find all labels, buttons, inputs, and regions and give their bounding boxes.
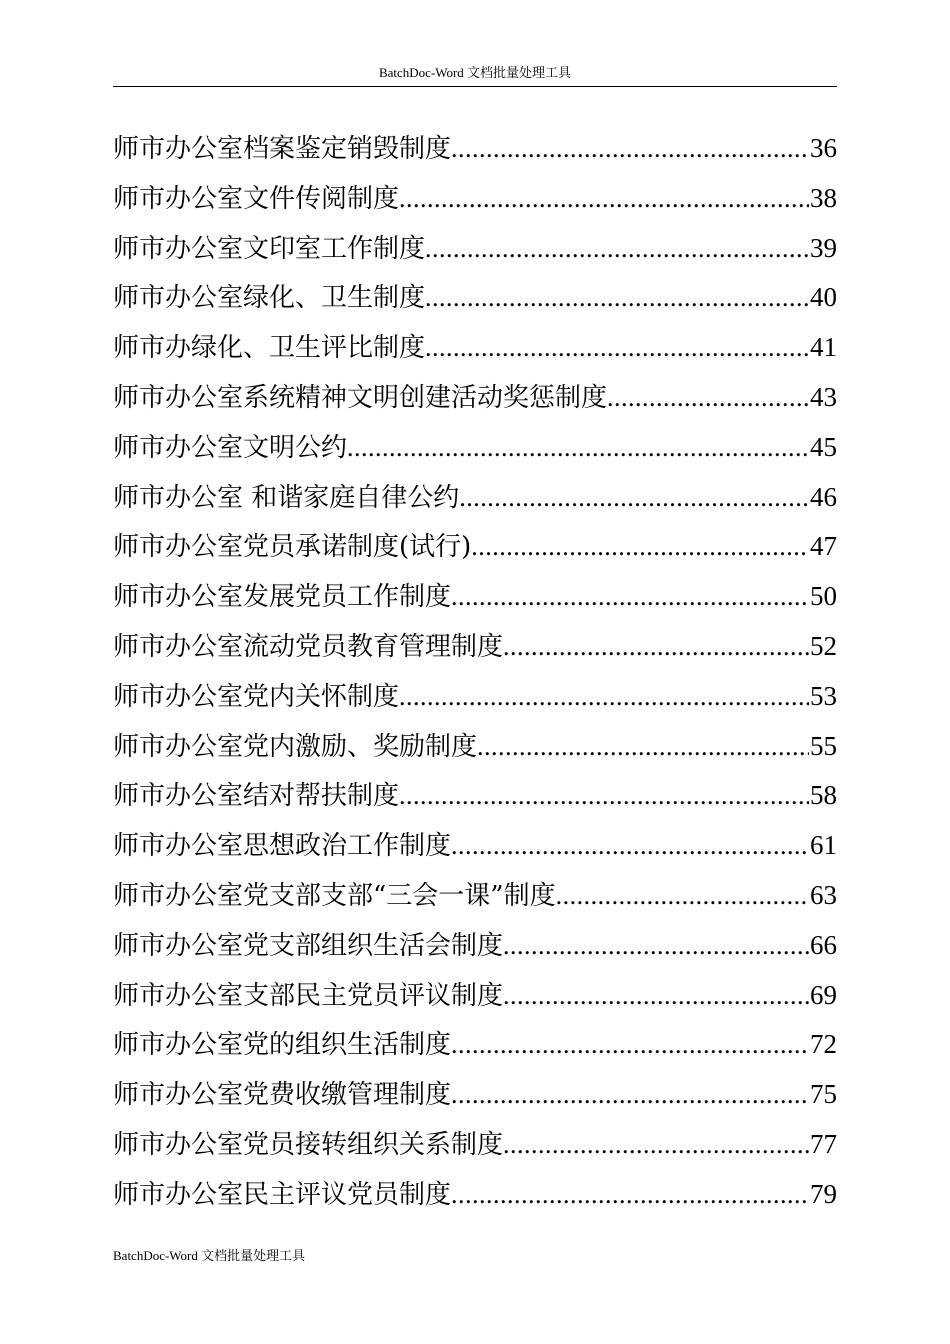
toc-entry[interactable] (113, 522, 837, 572)
toc-dot-leader (451, 1070, 809, 1120)
toc-entry[interactable] (113, 971, 837, 1021)
toc-entry-page: 69 (810, 979, 837, 1010)
toc-entry-title: 师市办公室民主评议党员制度 (113, 1179, 452, 1210)
toc-dot-leader (425, 273, 809, 323)
toc-entry[interactable] (113, 722, 837, 772)
toc-entry-page: 66 (810, 929, 837, 960)
toc-entry-page: 46 (810, 481, 837, 512)
toc-entry-title: 师市办公室党员承诺制度(试行) (113, 532, 472, 563)
toc-dot-leader (451, 124, 809, 174)
toc-entry-title: 师市办公室党支部支部“三会一课”制度 (113, 880, 556, 911)
toc-dot-leader (451, 572, 809, 622)
toc-dot-leader (399, 672, 809, 722)
toc-entry-title: 师市办公室思想政治工作制度 (113, 831, 452, 862)
toc-entry-title: 师市办公室文印室工作制度 (113, 233, 426, 264)
header-text: BatchDoc-Word 文档批量处理工具 (378, 65, 572, 80)
toc-dot-leader (503, 1120, 809, 1170)
toc-entry-page: 53 (810, 680, 837, 711)
toc-entry-page: 50 (810, 581, 837, 612)
toc-entry[interactable] (113, 1020, 837, 1070)
toc-entry[interactable] (113, 423, 837, 473)
toc-entry-title: 师市办公室文明公约 (113, 432, 348, 463)
toc-entry-page: 63 (810, 879, 837, 910)
toc-entry[interactable] (113, 771, 837, 821)
toc-entry-title: 师市办公室系统精神文明创建活动奖惩制度 (113, 382, 608, 413)
toc-entry-page: 75 (810, 1079, 837, 1110)
toc-entry-page: 39 (810, 232, 837, 263)
toc-entry[interactable] (113, 622, 837, 672)
toc-dot-leader (459, 473, 809, 523)
toc-entry-title: 师市办公室 和谐家庭自律公约 (113, 482, 460, 513)
toc-entry-page: 61 (810, 830, 837, 861)
toc-entry[interactable] (113, 871, 837, 921)
toc-entry[interactable] (113, 373, 837, 423)
toc-dot-leader (503, 921, 809, 971)
toc-entry-page: 40 (810, 282, 837, 313)
toc-entry[interactable] (113, 323, 837, 373)
toc-entry-title: 师市办公室党员接转组织关系制度 (113, 1129, 504, 1160)
toc-dot-leader (399, 174, 809, 224)
toc-dot-leader (607, 373, 809, 423)
toc-entry-title: 师市办公室党费收缴管理制度 (113, 1080, 452, 1111)
toc-entry[interactable] (113, 921, 837, 971)
toc-entry-title: 师市办公室党支部组织生活会制度 (113, 930, 504, 961)
footer-text: BatchDoc-Word 文档批量处理工具 (113, 1248, 306, 1263)
toc-entry-title: 师市办公室党内关怀制度 (113, 681, 400, 712)
toc-entry-page: 52 (810, 630, 837, 661)
toc-dot-leader (477, 722, 809, 772)
toc-entry-title: 师市办公室发展党员工作制度 (113, 582, 452, 613)
toc-entry-title: 师市办公室流动党员教育管理制度 (113, 631, 504, 662)
toc-entry-title: 师市办公室支部民主党员评议制度 (113, 980, 504, 1011)
toc-dot-leader (556, 871, 809, 921)
table-of-contents (113, 124, 837, 1220)
toc-dot-leader (451, 821, 809, 871)
toc-entry-title: 师市办公室文件传阅制度 (113, 183, 400, 214)
toc-entry-page: 58 (810, 780, 837, 811)
toc-entry-page: 77 (810, 1128, 837, 1159)
toc-entry-page: 55 (810, 730, 837, 761)
toc-entry-page: 79 (810, 1178, 837, 1209)
toc-dot-leader (451, 1020, 809, 1070)
toc-entry[interactable] (113, 124, 837, 174)
toc-dot-leader (347, 423, 809, 473)
toc-entry-page: 38 (810, 182, 837, 213)
toc-entry-page: 45 (810, 431, 837, 462)
toc-dot-leader (451, 1170, 809, 1220)
page-footer (113, 1246, 305, 1266)
toc-entry[interactable] (113, 672, 837, 722)
toc-entry[interactable] (113, 1120, 837, 1170)
toc-dot-leader (503, 622, 809, 672)
toc-entry-title: 师市办公室党内激励、奖励制度 (113, 731, 478, 762)
toc-entry-page: 36 (810, 133, 837, 163)
toc-entry[interactable] (113, 473, 837, 523)
toc-entry[interactable] (113, 1070, 837, 1120)
toc-dot-leader (425, 224, 809, 274)
page-header (113, 62, 837, 87)
toc-entry[interactable] (113, 273, 837, 323)
toc-entry-title: 师市办绿化、卫生评比制度 (113, 333, 426, 364)
toc-entry[interactable] (113, 1170, 837, 1220)
toc-dot-leader (399, 771, 809, 821)
toc-entry-title: 师市办公室档案鉴定销毁制度 (113, 134, 452, 164)
toc-entry[interactable] (113, 174, 837, 224)
toc-entry-page: 43 (810, 381, 837, 412)
toc-entry-page: 72 (810, 1029, 837, 1060)
toc-entry-page: 41 (810, 332, 837, 363)
toc-entry-page: 47 (810, 531, 837, 562)
toc-dot-leader (425, 323, 809, 373)
toc-entry-title: 师市办公室绿化、卫生制度 (113, 283, 426, 314)
toc-dot-leader (471, 522, 809, 572)
toc-dot-leader (503, 971, 809, 1021)
toc-entry-title: 师市办公室结对帮扶制度 (113, 781, 400, 812)
toc-entry[interactable] (113, 821, 837, 871)
toc-entry[interactable] (113, 572, 837, 622)
toc-entry[interactable] (113, 224, 837, 274)
toc-entry-title: 师市办公室党的组织生活制度 (113, 1030, 452, 1061)
